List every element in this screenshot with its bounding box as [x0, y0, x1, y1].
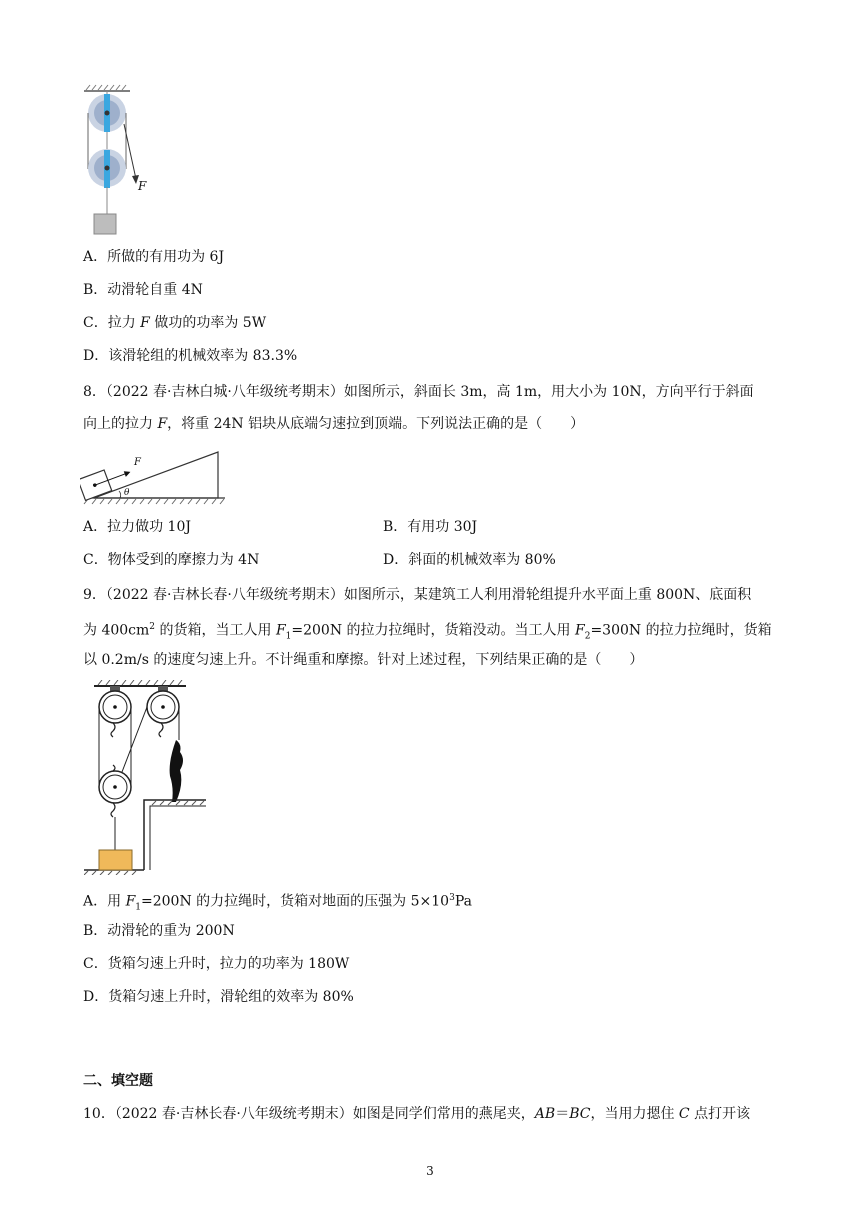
q8-option-d: D．斜面的机械效率为 80% — [383, 552, 556, 568]
q9-stem-line3: 以 0.2m/s 的速度匀速上升。不计绳重和摩擦。针对上述过程，下列结果正确的是（ ） — [83, 652, 644, 668]
q9-stem-line1: 9．（2022 春·吉林长春·八年级统考期末）如图所示，某建筑工人利用滑轮组提升水平面上重 800N、底面积 — [83, 587, 752, 603]
q8-option-c: C．物体受到的摩擦力为 4N — [83, 552, 260, 568]
q9-option-a: A．用 $F_1=200N$ 的力拉绳时，货箱对地面的压强为 $5\times 10^3Pa$ — [83, 893, 472, 913]
force-f-label: F — [134, 457, 141, 468]
section-heading: 二、填空题 — [83, 1073, 153, 1089]
q9-option-c: C．货箱匀速上升时，拉力的功率为 180W — [83, 956, 350, 972]
force-f-label: F — [138, 179, 147, 193]
q9-pulley-worker-figure — [84, 680, 214, 875]
q8-incline-figure — [80, 448, 230, 508]
q9-option-b: B．动滑轮的重为 200N — [83, 923, 235, 939]
angle-theta-label: θ — [124, 488, 130, 498]
q7-option-c: C．拉力 F 做功的功率为 5W — [83, 315, 267, 331]
q8-stem-line1: 8．（2022 春·吉林白城·八年级统考期末）如图所示，斜面长 3m，高 1m，用大小为 10N，方向平行于斜面 — [83, 384, 754, 400]
q8-option-b: B．有用功 30J — [383, 519, 478, 535]
q7-option-a: A．所做的有用功为 6J — [83, 249, 225, 265]
q10-stem-line1: 10．（2022 春·吉林长春·八年级统考期末）如图是同学们常用的燕尾夹，AB＝BC，当用力摁住 C 点打开该 — [83, 1106, 751, 1122]
q9-option-d: D．货箱匀速上升时，滑轮组的效率为 80% — [83, 989, 354, 1005]
q9-stem-line2: 为 $400cm^2$ 的货箱，当工人用 $F_1=200N$ 的拉力拉绳时，货箱没动。当工人用 $F_2=300N$ 的拉力拉绳时，货箱 — [83, 622, 772, 642]
q7-option-b: B．动滑轮自重 4N — [83, 282, 203, 298]
q8-option-a: A．拉力做功 10J — [83, 519, 191, 535]
q7-pulley-figure — [80, 84, 170, 239]
q8-stem-line2: 向上的拉力 F，将重 24N 铝块从底端匀速拉到顶端。下列说法正确的是（ ） — [83, 416, 585, 432]
page-number: 3 — [426, 1164, 434, 1178]
q7-option-d: D．该滑轮组的机械效率为 83.3% — [83, 348, 298, 364]
